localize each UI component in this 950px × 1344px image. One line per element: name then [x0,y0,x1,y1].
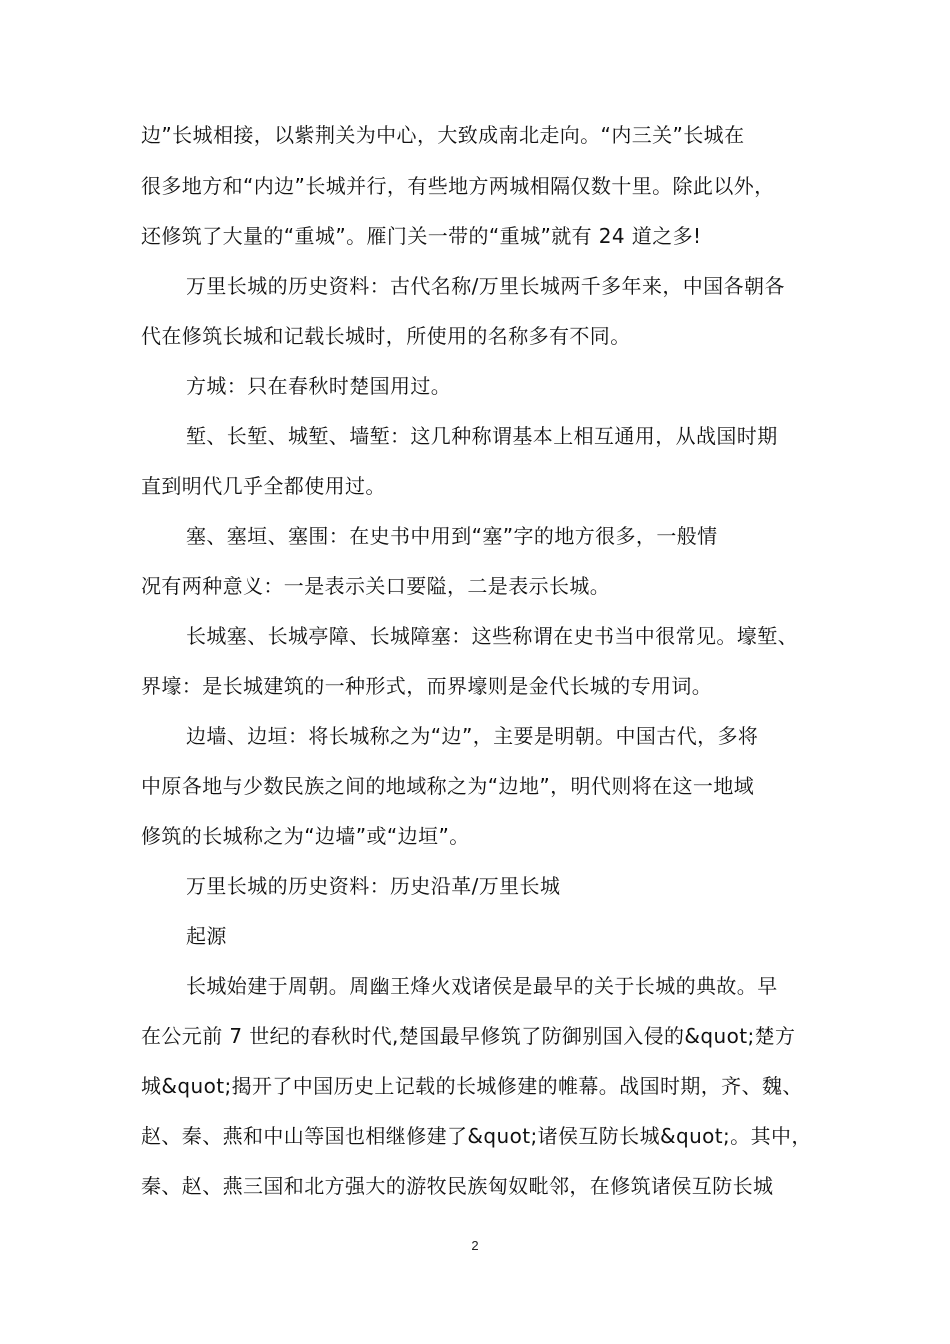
text-line-20: 城&quot;揭开了中国历史上记载的长城修建的帷幕。战国时期，齐、魏、 [141,1074,803,1098]
text-line-7: 堑、长堑、城堑、墙堑：这几种称谓基本上相互通用，从战国时期 [186,424,778,448]
section-heading-origin: 起源 [186,924,227,948]
text-line-22: 秦、赵、燕三国和北方强大的游牧民族匈奴毗邻，在修筑诸侯互防长城 [141,1174,774,1198]
text-line-3: 还修筑了大量的“重城”。雁门关一带的“重城”就有 24 道之多! [141,224,702,248]
text-line-6: 方城：只在春秋时楚国用过。 [186,374,452,398]
text-line-4: 万里长城的历史资料：古代名称/万里长城两千多年来，中国各朝各 [186,274,785,298]
text-line-12: 界壕：是长城建筑的一种形式，而界壕则是金代长城的专用词。 [141,674,713,698]
page-number: 2 [471,1238,479,1253]
text-line-13: 边墙、边垣：将长城称之为“边”，主要是明朝。中国古代，多将 [186,724,759,748]
text-line-18: 长城始建于周朝。周幽王烽火戏诸侯是最早的关于长城的典故。早 [186,974,778,998]
text-line-2: 很多地方和“内边”长城并行，有些地方两城相隔仅数十里。除此以外， [141,174,775,198]
text-line-10: 况有两种意义：一是表示关口要隘，二是表示长城。 [141,574,611,598]
text-line-9: 塞、塞垣、塞围：在史书中用到“塞”字的地方很多，一般情 [186,524,718,548]
text-line-21: 赵、秦、燕和中山等国也相继修建了&quot;诸侯互防长城&quot;。其中， [141,1124,812,1148]
text-line-5: 代在修筑长城和记载长城时，所使用的名称多有不同。 [141,324,631,348]
text-line-15: 修筑的长城称之为“边墙”或“边垣”。 [141,824,470,848]
text-line-16: 万里长城的历史资料：历史沿革/万里长城 [186,874,561,898]
text-line-11: 长城塞、长城亭障、长城障塞：这些称谓在史书当中很常见。壕堑、 [186,624,798,648]
text-line-1: 边”长城相接，以紫荆关为中心，大致成南北走向。“内三关”长城在 [141,123,745,147]
text-line-19: 在公元前 7 世纪的春秋时代,楚国最早修筑了防御别国入侵的&quot;楚方 [141,1024,796,1048]
text-line-14: 中原各地与少数民族之间的地域称之为“边地”，明代则将在这一地域 [141,774,755,798]
text-line-8: 直到明代几乎全都使用过。 [141,474,386,498]
